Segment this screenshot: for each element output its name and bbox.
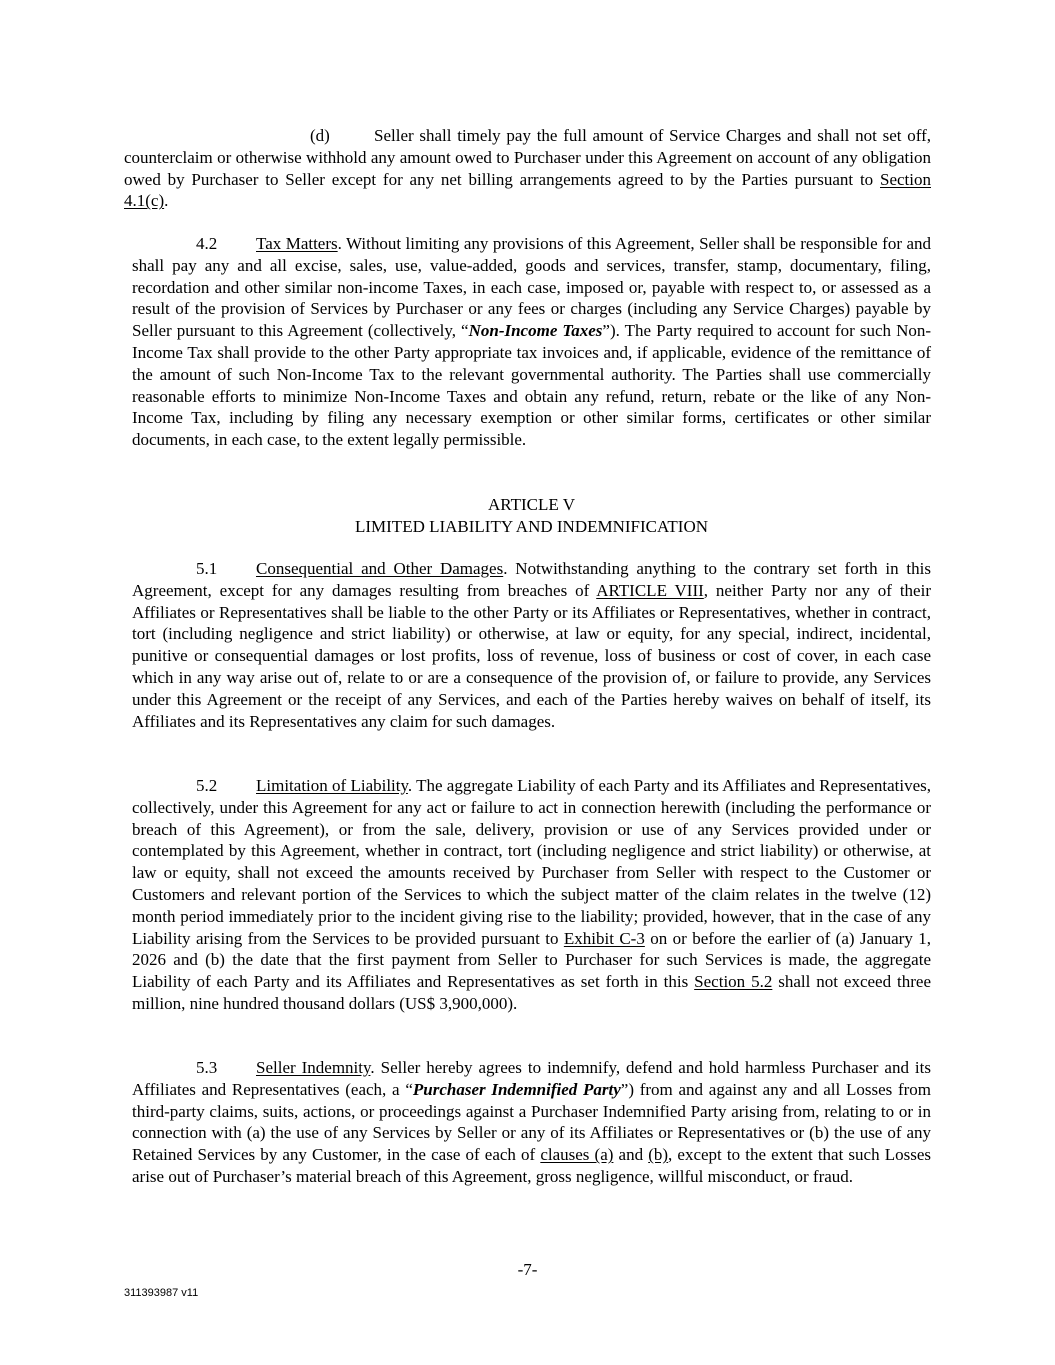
- paragraph-5-2: 5.2 Limitation of Liability. The aggregate Liability of each Party and its Affiliates and Representatives, collectively, under this Agreement for any act or failure to act in connection herewith (including the performance or breach of this Agreement), or from the sale, delivery, provision or use of any Services provided under or contemplated by this Agreement, whether in contract, tort (including negligence and strict liability) or otherwise, at law or equity, shall not exceed the amounts received by Purchaser from Seller with respect to the Customer or Customers and relevant portion of the Services to which the subject matter of the claim relates in the twelve (12) month period immediately prior to the incident giving rise to the liability; provided, however, that in the case of any Liability arising from the Services to be provided pursuant to Exhibit C-3 on or before the earlier of (a) January 1, 2026 and (b) the date that the first payment from Seller to Purchaser for such Services is made, the aggregate Liability of each Party and its Affiliates and Representatives as set forth in this Section 5.2 shall not exceed three million, nine hundred thousand dollars (US$ 3,900,000).: [132, 776, 931, 1013]
- article-heading: [132, 494, 931, 538]
- section-number: 5.2: [196, 776, 218, 795]
- paragraph-4-2: 4.2 Tax Matters. Without limiting any provisions of this Agreement, Seller shall be responsible for and shall pay any and all excise, sales, use, value-added, goods and services, transfer, stamp, documentary, filing, recordation and other similar non-income Taxes, in each case, imposed or, payable with respect to, or assessed as a result of the provision of Services by Purchaser or any fees or charges (including any Service Charges) payable by Seller pursuant to this Agreement (collectively, “Non-Income Taxes”). The Party required to account for such Non-Income Tax shall provide to the other Party appropriate tax invoices and, if applicable, evidence of the remittance of the amount of such Non-Income Tax to the relevant governmental authority. The Parties shall use commercially reasonable efforts to minimize Non-Income Taxes and obtain any refund, return, rebate or the like of any Non-Income Tax, including by filing any necessary exemption or other similar forms, certificates or other similar documents, in each case, to the extent legally permissible.: [132, 234, 932, 450]
- section-reference-link[interactable]: Section 4.1(c): [124, 169, 931, 211]
- section-number: 5.3: [196, 1058, 218, 1077]
- section-heading: Consequential and Other Damages: [256, 559, 504, 578]
- clause-label: (d): [310, 126, 330, 145]
- section-heading: Tax Matters: [256, 234, 338, 253]
- page-number: -7-: [517, 1260, 538, 1279]
- paragraph-4-1-d: (d) Seller shall timely pay the full amount of Service Charges and shall not set off, counterclaim or otherwise withhold any amount owed to Purchaser under this Agreement on account of any obligation owed by Purchaser to Seller except for any net billing arrangements agreed to by the Parties pursuant to Section 4.1(c).: [124, 126, 931, 211]
- clause-text: Seller shall timely pay the full amount of Service Charges and shall not set off, counterclaim or otherwise withhold any amount owed to Purchaser under this Agreement on account of any obligation owed by Purchaser to Seller except for any net billing arrangements agreed to by the Parties pursuant to: [124, 126, 931, 189]
- exhibit-reference-link[interactable]: Exhibit C-3: [563, 928, 645, 948]
- section-heading: Limitation of Liability: [256, 776, 408, 795]
- paragraph-5-1: 5.1 Consequential and Other Damages. Notwithstanding anything to the contrary set forth in this Agreement, except for any damages resulting from breaches of ARTICLE VIII, neither Party nor any of their Affiliates or Representatives shall be liable to the other Party or its Affiliates or Representatives, whether in contract, tort (including negligence and strict liability) or otherwise, at law or equity, for any special, indirect, incidental, punitive or consequential damages or lost profits, loss of revenue, loss of business or cost of cover, in each case which in any way arise out of, relate to or are a consequence of the provision of, or failure to provide, any Services under this Agreement or the receipt of any Services, and each of the Parties hereby waives on behalf of itself, its Affiliates and its Representatives any claim for such damages.: [132, 559, 931, 731]
- paragraph-5-3: 5.3 Seller Indemnity. Seller hereby agrees to indemnify, defend and hold harmless Purchaser and its Affiliates and Representatives (each, a “Purchaser Indemnified Party”) from and against any and all Losses from third-party claims, suits, actions, or proceedings against a Purchaser Indemnified Party arising from, relating to or in connection with (a) the use of any Services by Seller or any of its Affiliates or Representatives or (b) the use of any Retained Services by any Customer, in the case of each of clauses (a) and (b), except to the extent that such Losses arise out of Purchaser’s material breach of this Agreement, gross negligence, willful misconduct, or fraud.: [132, 1058, 932, 1186]
- clause-reference-link[interactable]: (b): [648, 1145, 669, 1165]
- clause-reference-link[interactable]: clauses (a): [540, 1145, 614, 1165]
- section-number: 5.1: [196, 559, 218, 578]
- defined-term: Non-Income Taxes: [468, 321, 603, 341]
- section-number: 4.2: [196, 234, 218, 253]
- article-title: LIMITED LIABILITY AND INDEMNIFICATION: [354, 516, 708, 536]
- document-id: 311393987 v11: [124, 1287, 199, 1299]
- section-reference-link[interactable]: Section 5.2: [694, 972, 773, 992]
- section-heading: Seller Indemnity: [256, 1058, 371, 1077]
- article-number: ARTICLE V: [488, 495, 575, 514]
- article-reference-link[interactable]: ARTICLE VIII: [596, 580, 704, 600]
- defined-term: Purchaser Indemnified Party: [412, 1079, 621, 1099]
